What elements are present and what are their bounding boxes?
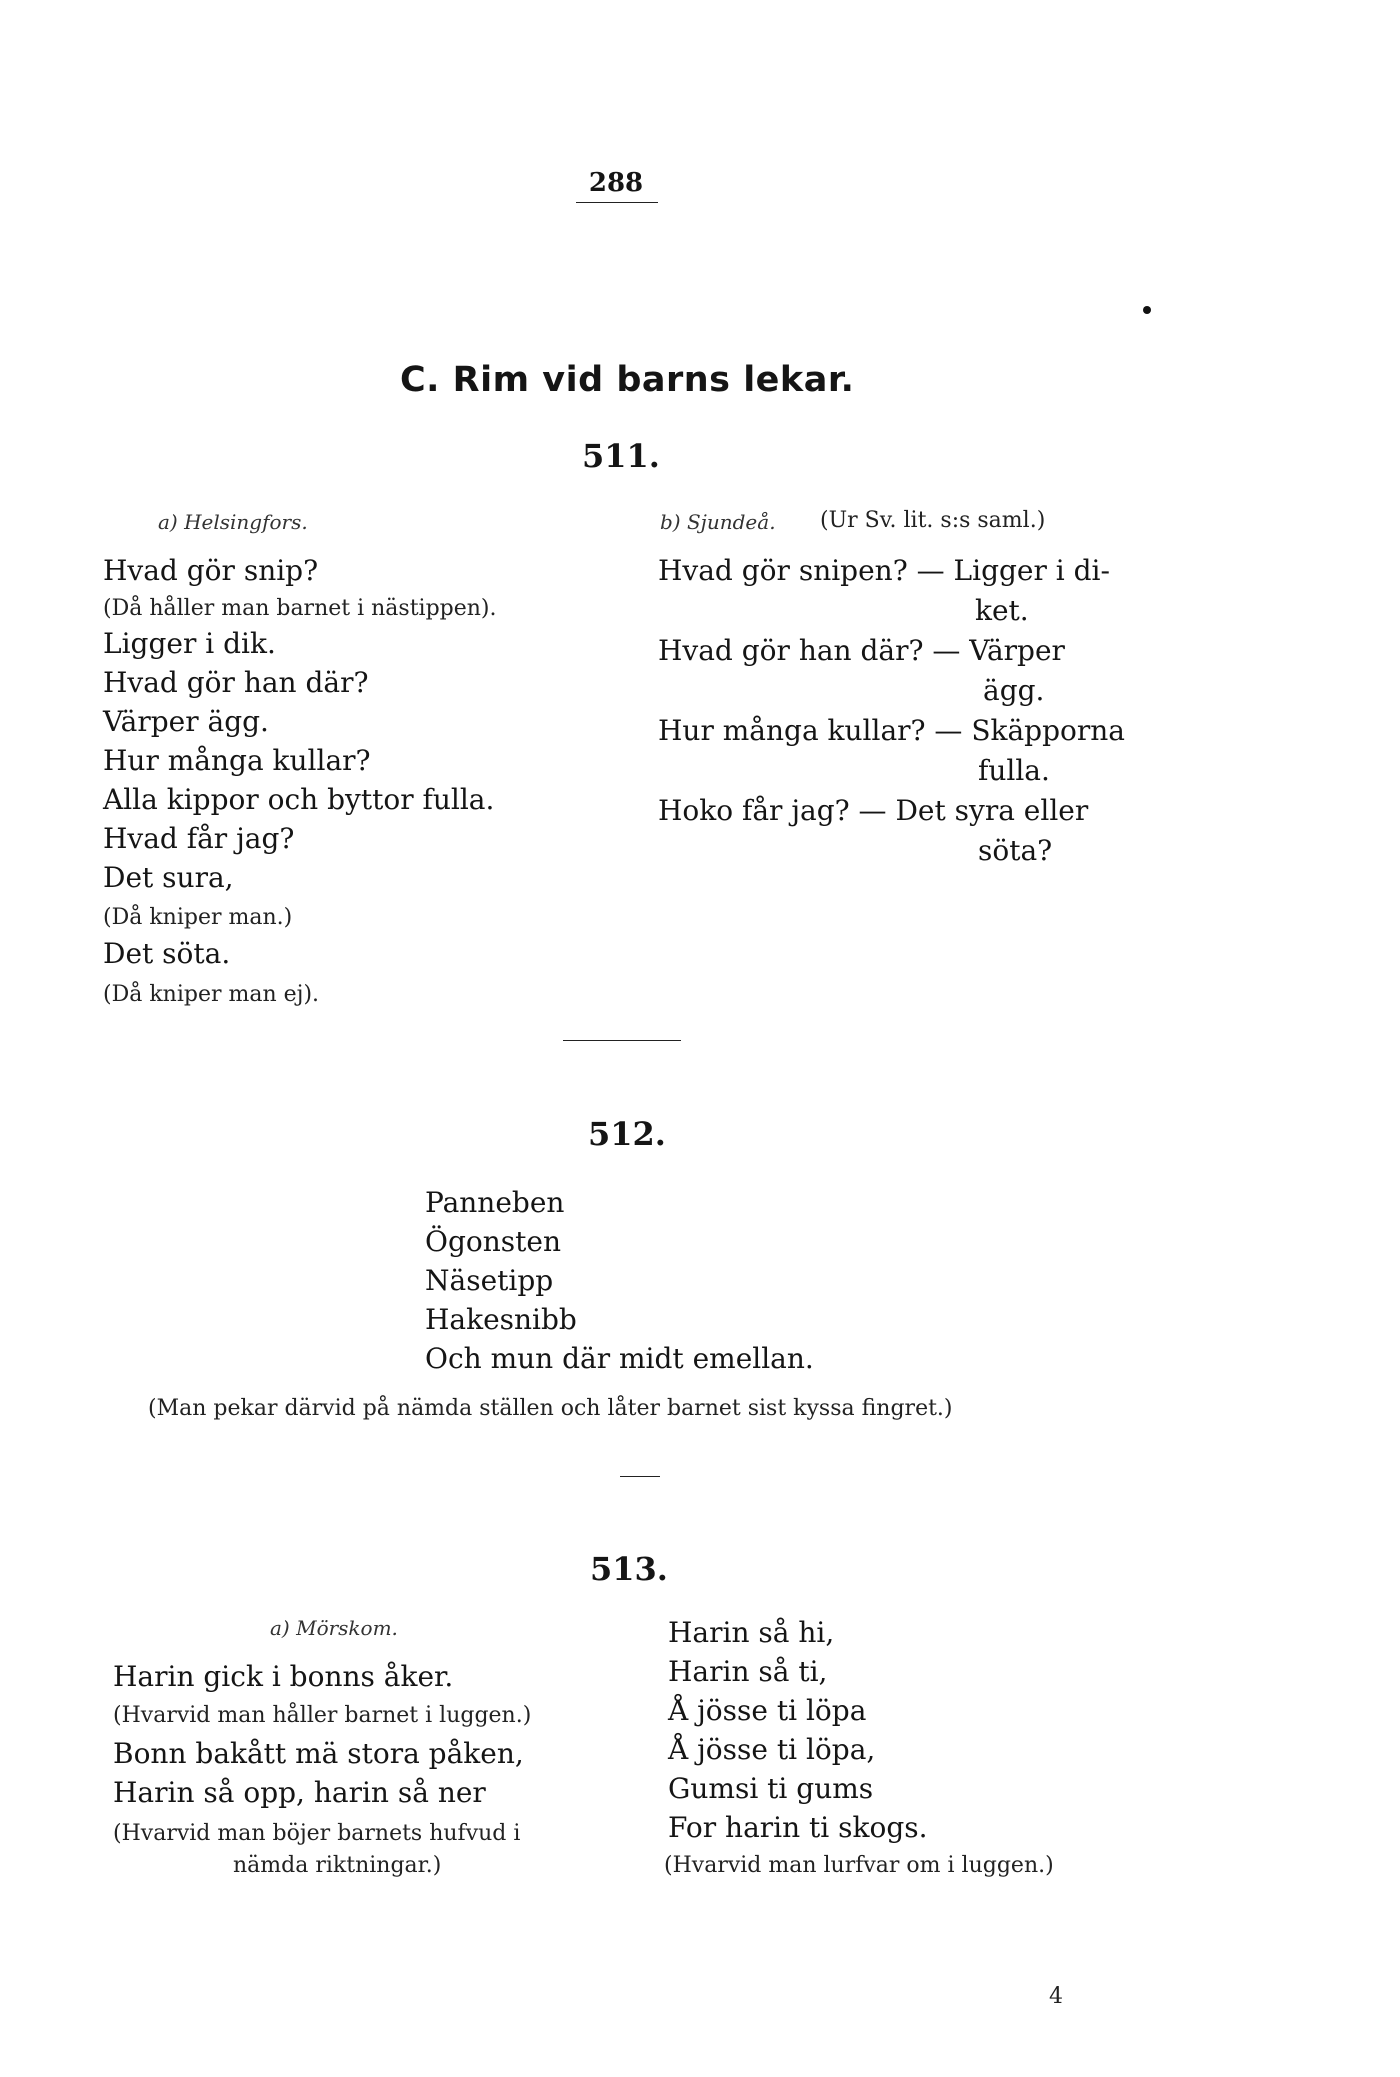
poem-number-511: 511.: [582, 437, 660, 475]
verse-line: Hur många kullar? — Skäpporna: [658, 714, 1125, 747]
verse-line: ägg.: [983, 674, 1045, 707]
section-heading: C. Rim vid barns lekar.: [400, 360, 855, 400]
verse-line: Och mun där midt emellan.: [425, 1342, 814, 1375]
location-511a: a) Helsingfors.: [158, 510, 308, 534]
verse-line: Harin så hi,: [668, 1616, 835, 1649]
verse-line: Alla kippor och byttor fulla.: [103, 783, 495, 816]
verse-line: Det söta.: [103, 937, 231, 970]
verse-line: Bonn bakått mä stora påken,: [113, 1737, 524, 1770]
verse-line: Hakesnibb: [425, 1303, 577, 1336]
source-note: (Ur Sv. lit. s:s saml.): [820, 508, 1046, 533]
verse-line: Panneben: [425, 1186, 565, 1219]
verse-line: Harin gick i bonns åker.: [113, 1660, 454, 1693]
page-number-rule: [576, 202, 658, 203]
page-number: 288: [588, 168, 644, 198]
verse-line: Ligger i dik.: [103, 627, 276, 660]
poem-number-512: 512.: [588, 1115, 666, 1153]
verse-line: Å jösse ti löpa,: [668, 1733, 876, 1766]
location-513a: a) Mörskom.: [270, 1616, 398, 1640]
verse-line: For harin ti skogs.: [668, 1811, 928, 1844]
verse-line: Hvad får jag?: [103, 822, 295, 855]
location-511b: b) Sjundeå.: [660, 510, 776, 534]
verse-line: Värper ägg.: [103, 705, 269, 738]
verse-line: Å jösse ti löpa: [668, 1694, 867, 1727]
verse-line: söta?: [978, 834, 1053, 867]
stage-note: (Hvarvid man lurfvar om i luggen.): [664, 1853, 1054, 1878]
verse-line: Hur många kullar?: [103, 744, 371, 777]
stage-note: nämda riktningar.): [233, 1853, 442, 1878]
poem-number-513: 513.: [590, 1550, 668, 1588]
section-divider: [620, 1476, 660, 1477]
verse-line: Gumsi ti gums: [668, 1772, 874, 1805]
stage-note: (Då håller man barnet i nästippen).: [103, 596, 497, 621]
verse-line: Hvad gör snipen? — Ligger i di-: [658, 554, 1110, 587]
section-divider: [563, 1040, 681, 1041]
stage-note: (Hvarvid man håller barnet i luggen.): [113, 1703, 532, 1728]
stage-note: (Då kniper man.): [103, 905, 293, 930]
verse-line: Harin så ti,: [668, 1655, 828, 1688]
verse-line: fulla.: [978, 754, 1050, 787]
stage-note: (Då kniper man ej).: [103, 982, 320, 1007]
signature-mark: 4: [1049, 1984, 1063, 2009]
stage-note: (Man pekar därvid på nämda ställen och låter barnet sist kyssa fingret.): [148, 1396, 953, 1421]
ink-dot: [1143, 306, 1151, 314]
verse-line: Det sura,: [103, 861, 234, 894]
verse-line: Hoko får jag? — Det syra eller: [658, 794, 1089, 827]
stage-note: (Hvarvid man böjer barnets hufvud i: [113, 1821, 521, 1846]
verse-line: Hvad gör han där?: [103, 666, 369, 699]
verse-line: Hvad gör han där? — Värper: [658, 634, 1065, 667]
verse-line: ket.: [975, 594, 1029, 627]
verse-line: Harin så opp, harin så ner: [113, 1776, 486, 1809]
verse-line: Ögonsten: [425, 1225, 561, 1258]
verse-line: Hvad gör snip?: [103, 554, 319, 587]
verse-line: Näsetipp: [425, 1264, 554, 1297]
